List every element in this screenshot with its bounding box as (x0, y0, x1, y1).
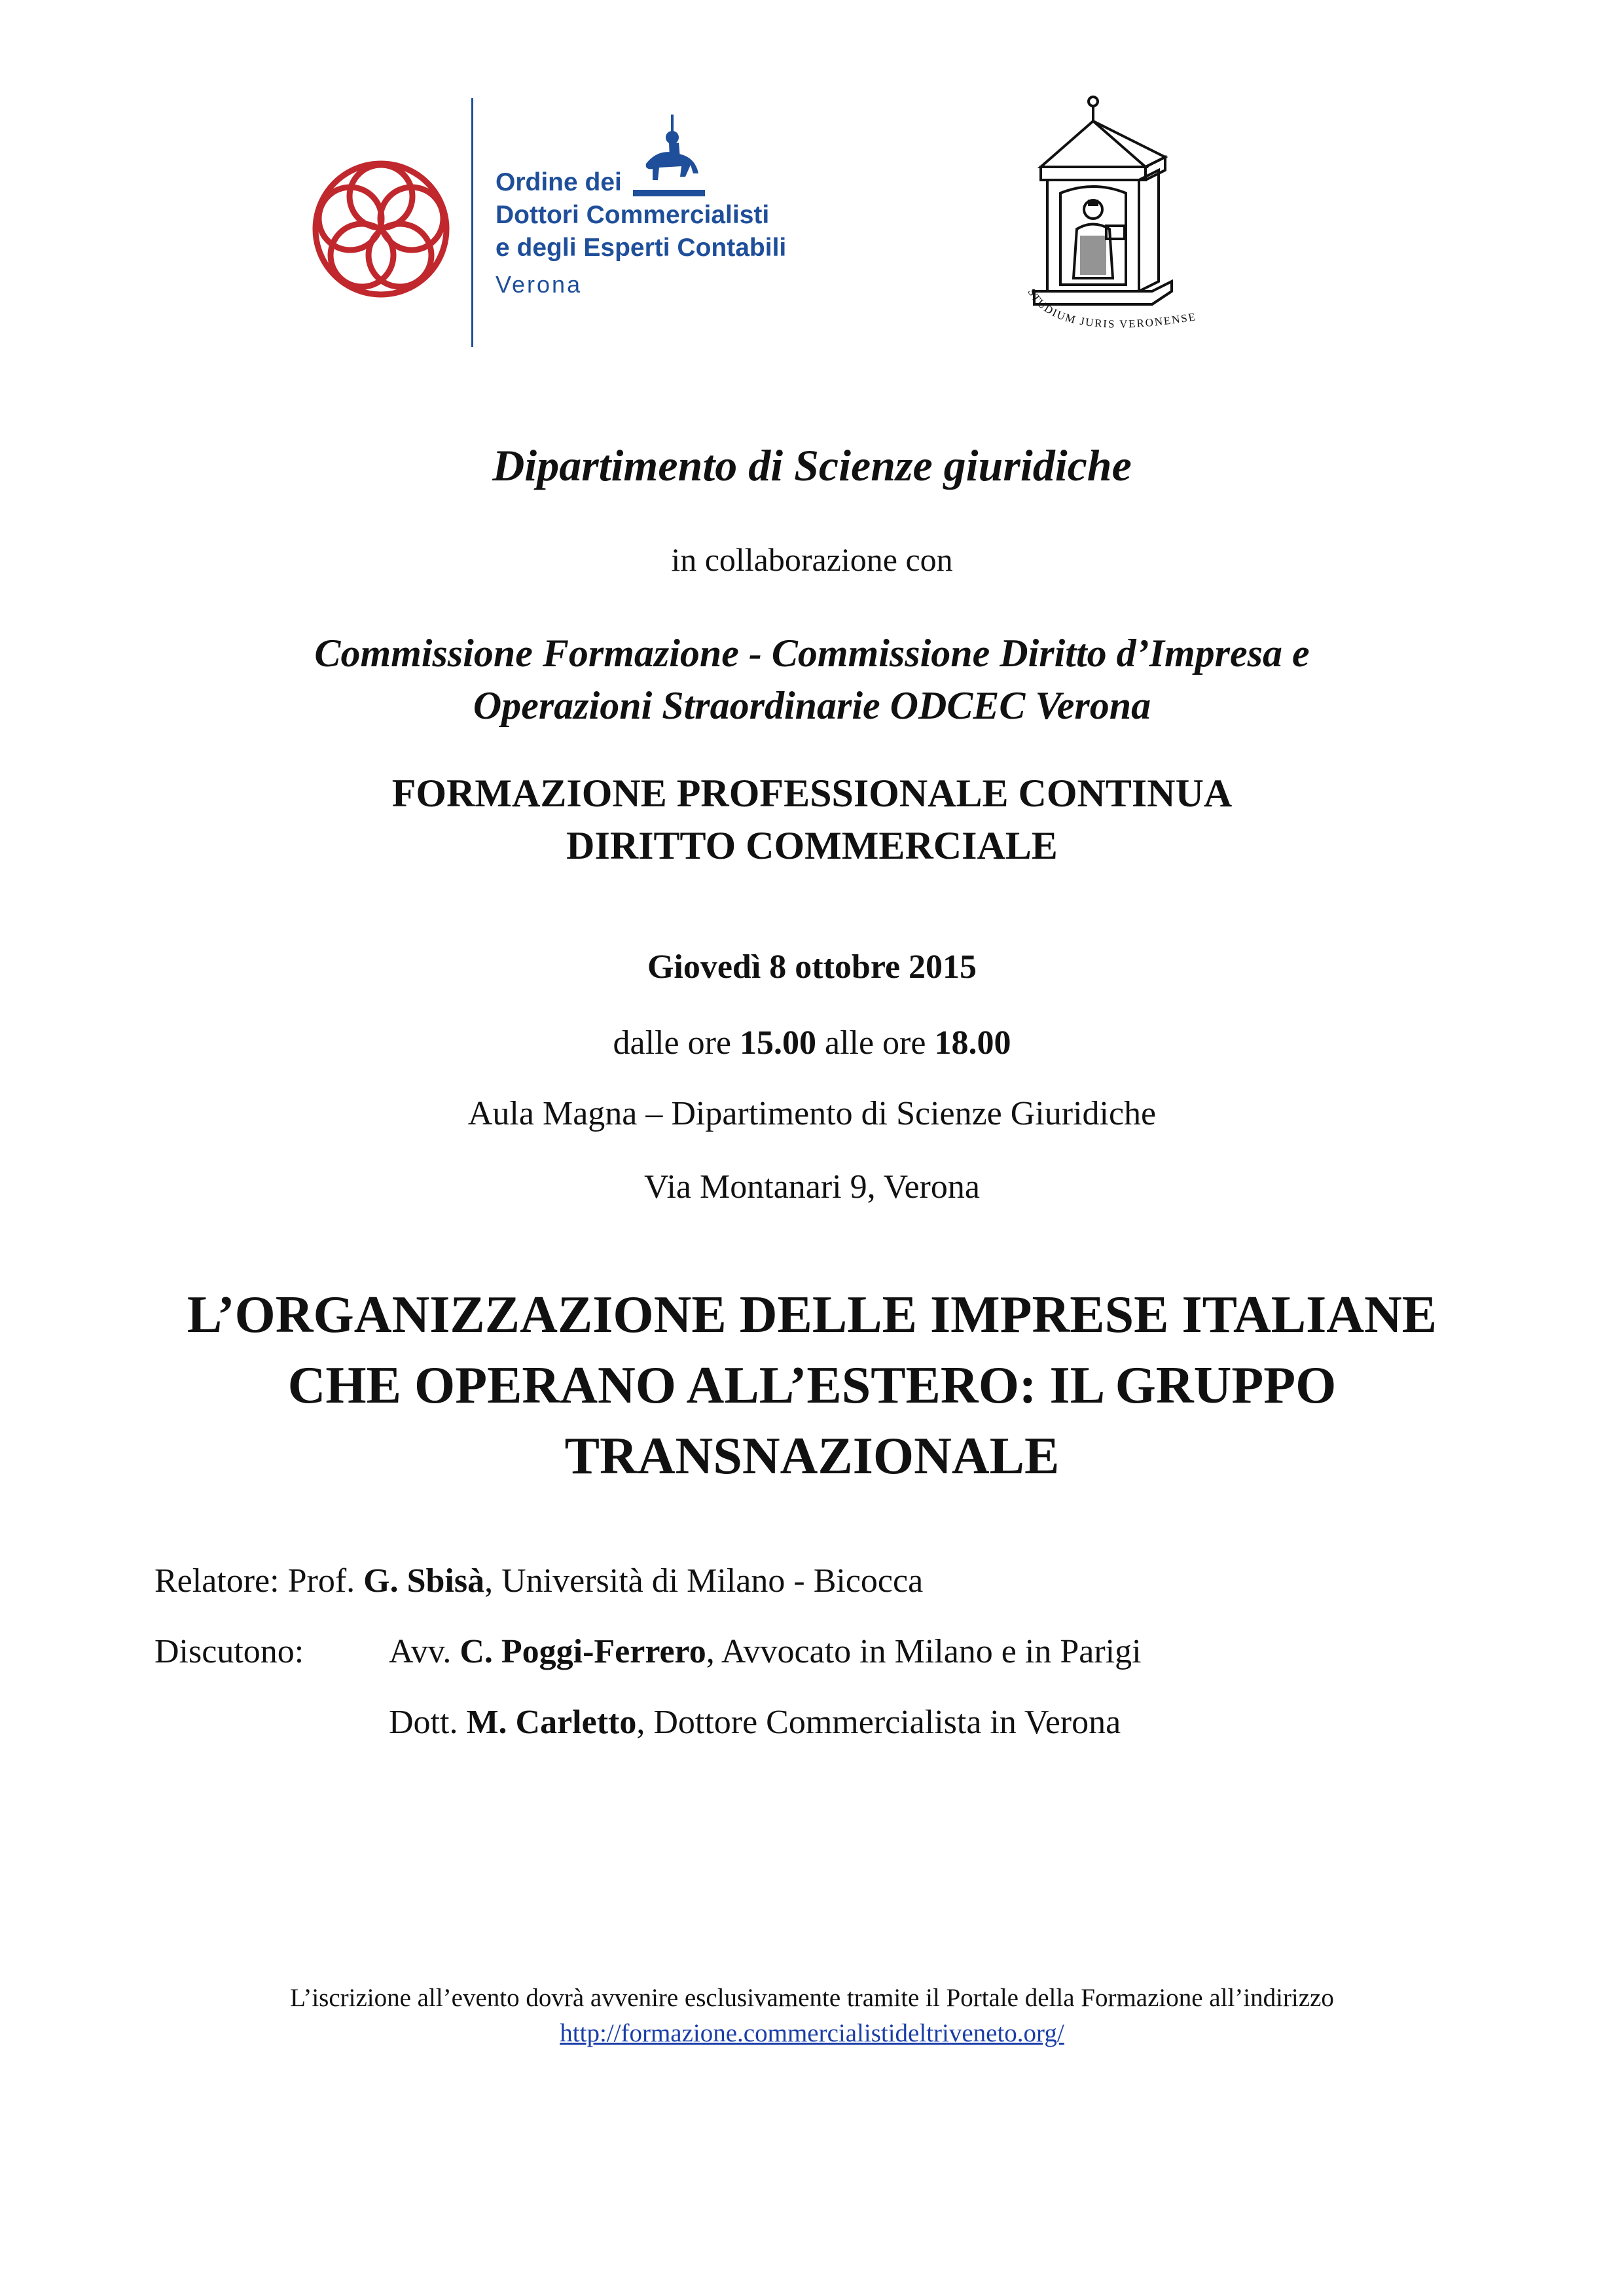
d2-name: M. Carletto (466, 1704, 637, 1741)
event-date: Giovedì 8 ottobre 2015 (647, 948, 977, 986)
collaboration-text: in collaborazione con (671, 541, 953, 578)
time-prefix: dalle ore (613, 1024, 740, 1062)
relatore-row (154, 1564, 923, 1598)
relatore-label: Relatore: Prof. (154, 1562, 364, 1600)
time-middle: alle ore (816, 1024, 935, 1062)
event-title (0, 1280, 1624, 1492)
registration-link-row (0, 2018, 1624, 2048)
odcec-logo (302, 98, 813, 353)
registration-note: L’iscrizione all’evento dovrà avvenire esclusivamente tramite il Portale della Formazione all’indirizzo (290, 1984, 1334, 2012)
event-address: Via Montanari 9, Verona (644, 1168, 980, 1206)
registration-link[interactable]: http://formazione.commercialistideltriveneto.org/ (560, 2019, 1064, 2047)
odcec-line-2: Dottori Commercialisti (496, 201, 770, 229)
odcec-ring-icon (302, 151, 460, 308)
title-line-1: L’ORGANIZZAZIONE DELLE IMPRESE ITALIANE (187, 1286, 1437, 1344)
time-start: 15.00 (740, 1024, 816, 1062)
relatore-name: G. Sbisà (363, 1562, 485, 1600)
training-line-1: FORMAZIONE PROFESSIONALE CONTINUA (391, 772, 1233, 815)
d1-name: C. Poggi-Ferrero (460, 1633, 706, 1670)
commission-line-1: Commissione Formazione - Commissione Diritto d’Impresa e (314, 632, 1310, 675)
title-line-2: CHE OPERANO ALL’ESTERO: IL GRUPPO (287, 1357, 1337, 1414)
studium-caption: STUDIUM JURIS VERONENSE (1025, 286, 1198, 331)
discutono-label: Discutono: (154, 1633, 304, 1670)
department-title: Dipartimento di Scienze giuridiche (492, 440, 1132, 490)
logo-divider (471, 98, 473, 347)
training-line-2: DIRITTO COMMERCIALE (566, 824, 1058, 867)
odcec-name (496, 166, 786, 264)
odcec-line-3: e degli Esperti Contabili (496, 234, 787, 262)
relatore-affiliation: , Università di Milano - Bicocca (484, 1562, 924, 1600)
d2-affiliation: , Dottore Commercialista in Verona (636, 1704, 1121, 1741)
discussant-1 (389, 1635, 1142, 1669)
commission-line-2: Operazioni Straordinarie ODCEC Verona (473, 684, 1151, 727)
studium-logo (1015, 95, 1218, 344)
training-heading (0, 767, 1624, 872)
d1-affiliation: , Avvocato in Milano e in Parigi (706, 1633, 1142, 1670)
odcec-city: Verona (496, 271, 583, 298)
commission-names (0, 627, 1624, 732)
d1-title: Avv. (389, 1633, 460, 1670)
odcec-line-1: Ordine dei (496, 168, 622, 196)
discussant-2 (389, 1706, 1121, 1740)
svg-text:STUDIUM JURIS VERONENSE (1025, 287, 1197, 331)
event-time (0, 1024, 1624, 1062)
scholar-tower-icon (1015, 95, 1218, 344)
time-end: 18.00 (934, 1024, 1011, 1062)
event-venue: Aula Magna – Dipartimento di Scienze Giuridiche (467, 1095, 1157, 1132)
d2-title: Dott. (389, 1704, 467, 1741)
title-line-3: TRANSNAZIONALE (564, 1427, 1060, 1485)
